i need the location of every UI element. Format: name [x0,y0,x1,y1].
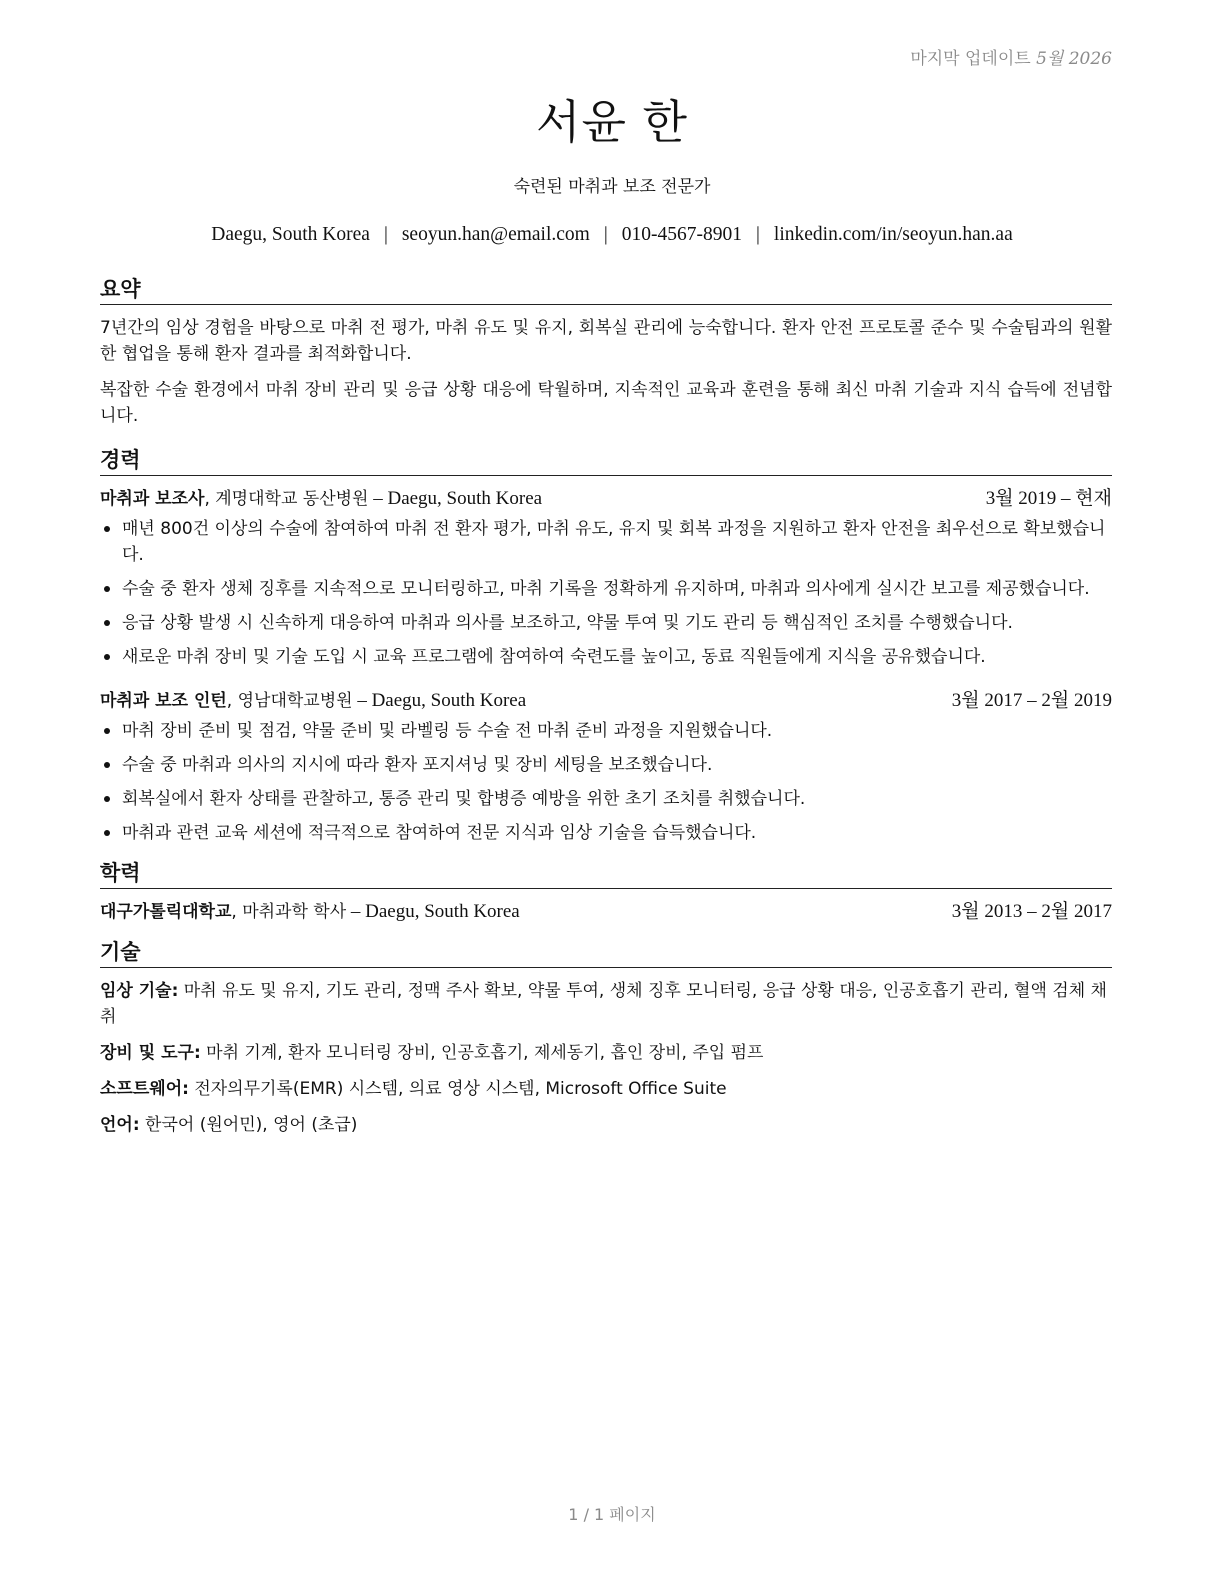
job-role: 마취과 보조사 [100,489,205,509]
job-heading [100,486,542,512]
education-dates: 3월 2013 – 2월 2017 [951,901,1112,922]
summary-paragraph: 복잡한 수술 환경에서 마취 장비 관리 및 응급 상황 대응에 탁월하며, 지속적인 교육과 훈련을 통해 최신 마취 기술과 지식 습득에 전념합니다. [100,380,1112,426]
job-location: – Daegu, South Korea [352,690,527,711]
skill-row [100,1112,1112,1138]
skill-row [100,1040,1112,1066]
section-title-experience: 경력 [100,447,1112,476]
section-title-summary: 요약 [100,276,1112,305]
skill-label: 소프트웨어: [100,1079,189,1099]
section-title-education: 학력 [100,860,1112,889]
skill-value: 마취 기계, 환자 모니터링 장비, 인공호흡기, 제세동기, 흡인 장비, 주입 펌프 [200,1043,764,1063]
education-heading [100,899,520,925]
job-organization: , 영남대학교병원 [226,691,353,711]
list-item: 새로운 마취 장비 및 기술 도입 시 교육 프로그램에 참여하여 숙련도를 높이고, 동료 직원들에게 지식을 공유했습니다. [100,644,1112,670]
skill-value: 한국어 (원어민), 영어 (초급) [139,1115,358,1135]
education-entry [100,899,1112,925]
education-school: 대구가톨릭대학교 [100,902,232,922]
job-organization: , 계명대학교 동산병원 [204,489,369,509]
skill-label: 임상 기술: [100,981,179,1001]
skill-value: 전자의무기록(EMR) 시스템, 의료 영상 시스템, Microsoft Office Suite [188,1079,727,1099]
candidate-name: 서윤 한 [536,95,688,149]
last-updated-label: 마지막 업데이트 [910,49,1031,69]
section-title-skills: 기술 [100,939,1112,968]
contact-linkedin[interactable]: linkedin.com/in/seoyun.han.aa [773,224,1013,245]
job-heading [100,688,526,714]
contact-phone: 010-4567-8901 [621,224,742,245]
list-item: 마취과 관련 교육 세션에 적극적으로 참여하여 전문 지식과 임상 기술을 습득했습니다. [100,820,1112,846]
contact-separator: | [756,224,760,245]
job-dates: 3월 2017 – 2월 2019 [951,690,1112,711]
contact-line [0,224,1224,246]
job-header [100,688,1112,714]
candidate-title: 숙련된 마취과 보조 전문가 [513,177,711,197]
list-item: 수술 중 마취과 의사의 지시에 따라 환자 포지셔닝 및 장비 세팅을 보조했습니다. [100,752,1112,778]
job-bullets [100,516,1112,670]
job-bullets [100,718,1112,846]
contact-separator: | [383,224,388,245]
list-item: 매년 800건 이상의 수술에 참여하여 마취 전 환자 평가, 마취 유도, 유지 및 회복 과정을 지원하고 환자 안전을 최우선으로 확보했습니다. [100,516,1112,568]
resume-body [100,276,1112,1148]
skill-row [100,1076,1112,1102]
summary-paragraph: 7년간의 임상 경험을 바탕으로 마취 전 평가, 마취 유도 및 유지, 회복실 관리에 능숙합니다. 환자 안전 프로토콜 준수 및 수술팀과의 원활한 협업을 통해 환자 결과를 최적화합니다. [100,318,1112,364]
contact-email[interactable]: seoyun.han@email.com [401,224,590,245]
education-degree: , 마취과학 학사 [231,902,347,922]
job-location: – Daegu, South Korea [368,488,543,509]
last-updated [910,44,1112,69]
job-header [100,486,1112,512]
skill-row [100,978,1112,1030]
skill-label: 장비 및 도구: [100,1043,201,1063]
contact-separator: | [603,224,608,245]
list-item: 응급 상황 발생 시 신속하게 대응하여 마취과 의사를 보조하고, 약물 투여 및 기도 관리 등 핵심적인 조치를 수행했습니다. [100,610,1112,636]
job-role: 마취과 보조 인턴 [100,691,227,711]
last-updated-date: 5월 2026 [1036,49,1112,69]
list-item: 수술 중 환자 생체 징후를 지속적으로 모니터링하고, 마취 기록을 정확하게 유지하며, 마취과 의사에게 실시간 보고를 제공했습니다. [100,576,1112,602]
list-item: 마취 장비 준비 및 점검, 약물 준비 및 라벨링 등 수술 전 마취 준비 과정을 지원했습니다. [100,718,1112,744]
education-location: – Daegu, South Korea [346,901,520,922]
page-number: 1 / 1 페이지 [568,1505,656,1524]
skill-label: 언어: [100,1115,140,1135]
skill-value: 마취 유도 및 유지, 기도 관리, 정맥 주사 확보, 약물 투여, 생체 징후 모니터링, 응급 상황 대응, 인공호흡기 관리, 혈액 검체 채취 [100,981,1107,1027]
job-dates: 3월 2019 – 현재 [985,488,1112,509]
list-item: 회복실에서 환자 상태를 관찰하고, 통증 관리 및 합병증 예방을 위한 초기 조치를 취했습니다. [100,786,1112,812]
contact-location: Daegu, South Korea [211,224,370,245]
